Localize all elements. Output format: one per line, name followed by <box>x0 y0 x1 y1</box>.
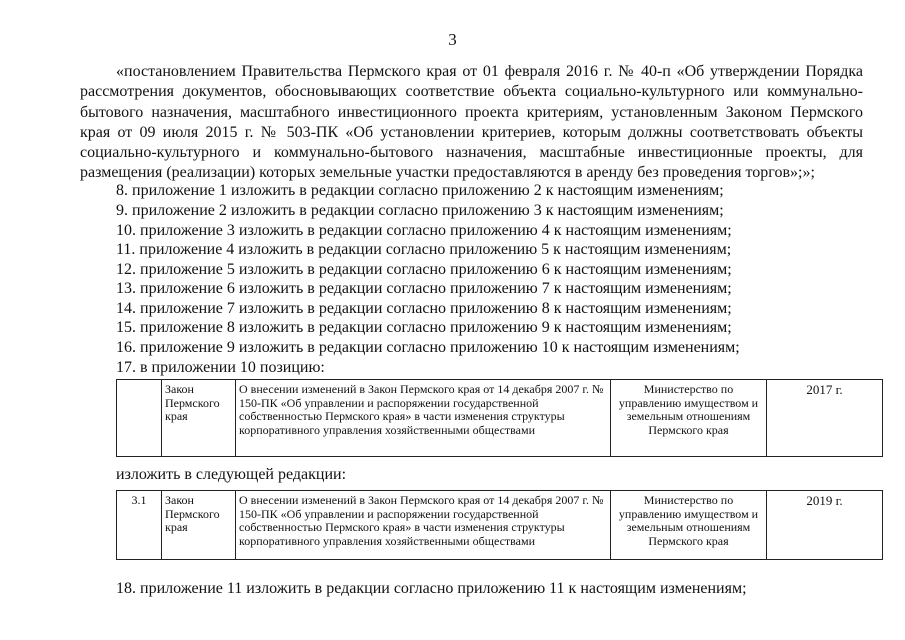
position-table-new <box>116 490 883 560</box>
list-item: 8. приложение 1 изложить в редакции согласно приложению 2 к настоящим изменениям; <box>116 182 724 199</box>
table-cell-responsible: Министерство по управлению имуществом и земельным отношениям Пермского края <box>611 380 767 457</box>
table-cell-description: О внесении изменений в Закон Пермского края от 14 декабря 2007 г. № 150-ПК «Об управлении и распоряжении государственной собственностью Пермского края» в части изменения структуры корпоративного управления хозяйственными обществами <box>236 380 611 457</box>
list-item: 11. приложение 4 изложить в редакции согласно приложению 5 к настоящим изменениям; <box>116 241 732 258</box>
table-cell-year: 2017 г. <box>767 380 883 457</box>
page-number: 3 <box>448 30 457 49</box>
position-table-old <box>116 379 883 457</box>
table-row <box>117 380 883 457</box>
table-cell-description: О внесении изменений в Закон Пермского края от 14 декабря 2007 г. № 150-ПК «Об управлении и распоряжении государственной собственностью Пермского края» в части изменения структуры корпоративного управления хозяйственными обществами <box>236 491 611 560</box>
table-row <box>117 491 883 560</box>
table-cell-type: Закон Пермского края <box>162 491 236 560</box>
list-item: 9. приложение 2 изложить в редакции согласно приложению 3 к настоящим изменениям; <box>116 202 724 219</box>
table-cell-number <box>117 380 162 457</box>
list-item: 13. приложение 6 изложить в редакции согласно приложению 7 к настоящим изменениям; <box>116 280 732 297</box>
replace-instruction: изложить в следующей редакции: <box>116 466 347 483</box>
list-item: 10. приложение 3 изложить в редакции согласно приложению 4 к настоящим изменениям; <box>116 222 732 239</box>
table-cell-responsible: Министерство по управлению имуществом и земельным отношениям Пермского края <box>611 491 767 560</box>
table-cell-number: 3.1 <box>117 491 162 560</box>
list-item: 15. приложение 8 изложить в редакции согласно приложению 9 к настоящим изменениям; <box>116 319 732 336</box>
list-item: 12. приложение 5 изложить в редакции согласно приложению 6 к настоящим изменениям; <box>116 261 732 278</box>
table-cell-year: 2019 г. <box>767 491 883 560</box>
table-cell-type: Закон Пермского края <box>162 380 236 457</box>
list-item: 16. приложение 9 изложить в редакции согласно приложению 10 к настоящим изменениям; <box>116 339 740 356</box>
list-item: 17. в приложении 10 позицию: <box>116 359 325 376</box>
list-item: 18. приложение 11 изложить в редакции согласно приложению 11 к настоящим изменениям; <box>116 580 747 597</box>
list-item: 14. приложение 7 изложить в редакции согласно приложению 8 к настоящим изменениям; <box>116 300 732 317</box>
intro-paragraph: «постановлением Правительства Пермского края от 01 февраля 2016 г. № 40-п «Об утверждении Порядка рассмотрения документов, обосновывающих соответствие объекта социально-культурного или коммунально-бытового назначения, масштабного инвестиционного проекта критериям, установленным Законом Пермского края от 09 июля 2015 г. № 503-ПК «Об установлении критериев, которым должны соответствовать объекты социально-культурного и коммунально-бытового назначения, масштабные инвестиционные проекты, для размещения (реализации) которых земельные участки предоставляются в аренду без проведения торгов»;»; <box>80 63 863 182</box>
